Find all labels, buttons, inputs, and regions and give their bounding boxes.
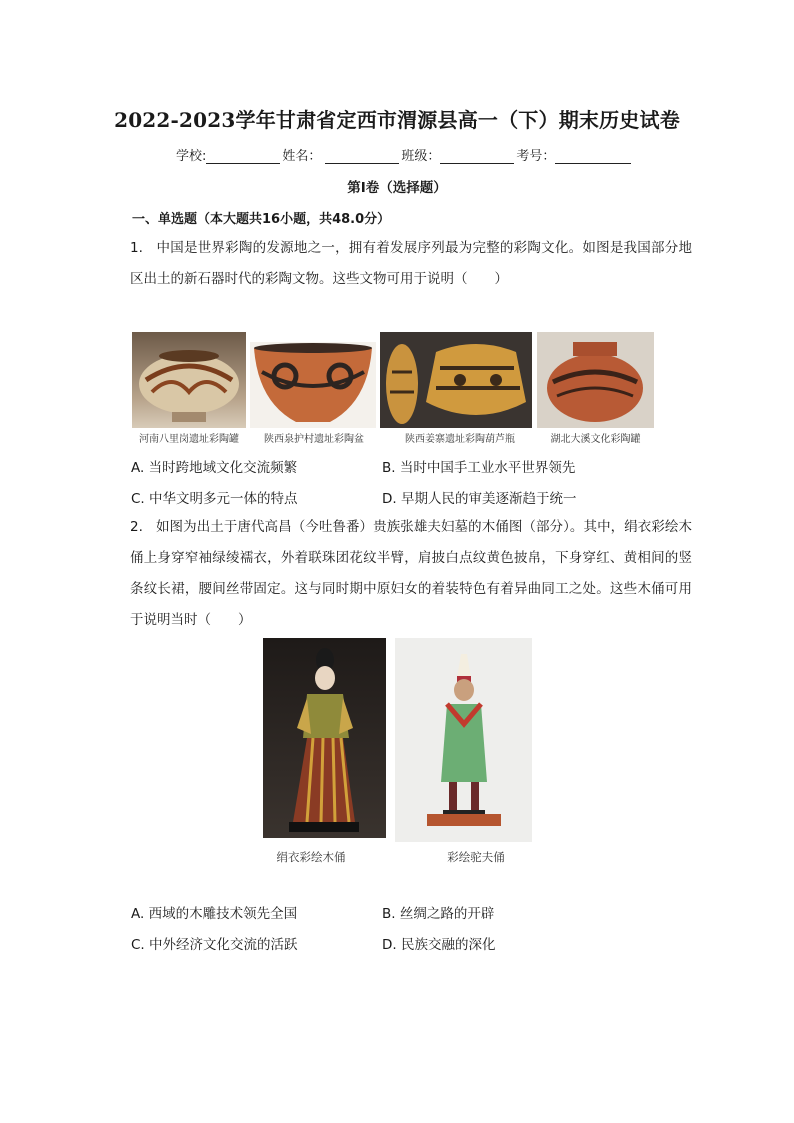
- question-2: [130, 512, 692, 636]
- name-label: 姓名：: [282, 149, 322, 164]
- question-2-option-d[interactable]: D. 民族交融的深化: [382, 937, 496, 953]
- caption-pottery-2: 陕西泉护村遗址彩陶盆: [264, 434, 364, 445]
- caption-pottery-3: 陕西姜寨遗址彩陶葫芦瓶: [405, 434, 515, 445]
- caption-figurine-2: 彩绘驼夫俑: [447, 850, 505, 864]
- question-1-option-b[interactable]: B. 当时中国手工业水平世界领先: [382, 460, 576, 476]
- name-blank[interactable]: [325, 149, 399, 164]
- class-blank[interactable]: [440, 149, 514, 164]
- section-title: 一、单选题（本大题共16小题，共48.0分）: [132, 212, 391, 227]
- part-title: 第Ⅰ卷（选择题）: [347, 180, 447, 196]
- pottery-jar-image: [132, 332, 246, 428]
- caption-pottery-4: 湖北大溪文化彩陶罐: [550, 434, 641, 445]
- question-2-option-a[interactable]: A. 西域的木雕技术领先全国: [131, 906, 298, 922]
- exam-title: 2022-2023学年甘肃省定西市渭源县高一（下）期末历史试卷: [114, 108, 680, 132]
- question-1-option-c[interactable]: C. 中华文明多元一体的特点: [131, 491, 298, 507]
- school-label: 学校:: [176, 149, 207, 164]
- pottery-basin-image: [250, 342, 376, 428]
- question-1: [130, 233, 692, 295]
- question-1-figure: [132, 332, 654, 446]
- question-1-option-a[interactable]: A. 当时跨地域文化交流频繁: [131, 460, 298, 476]
- question-2-text: 如图为出土于唐代高昌（今吐鲁番）贵族张雄夫妇墓的木俑图（部分）。其中，绢衣彩绘木俑上身穿窄袖绿绫襦衣，外着联珠团花纹半臂，肩披白点纹黄色披帛，下身穿红、黄相间的竖条纹长裙，腰间丝带固定。这与同时期中原妇女的着装特色有着异曲同工之处。这些木俑可用于说明当时（ ）: [130, 519, 693, 628]
- question-2-option-b[interactable]: B. 丝绸之路的开辟: [382, 906, 495, 922]
- question-1-text: 中国是世界彩陶的发源地之一，拥有着发展序列最为完整的彩陶文化。如图是我国部分地区出土的新石器时代的彩陶文物。这些文物可用于说明（ ）: [130, 240, 693, 287]
- question-2-number: 2.: [130, 519, 143, 535]
- class-label: 班级：: [401, 149, 441, 164]
- pottery-jar-daxi-image: [537, 332, 654, 428]
- student-info-line: [176, 145, 633, 164]
- caption-figurine-1: 绢衣彩绘木俑: [276, 850, 346, 864]
- caption-pottery-1: 河南八里岗遗址彩陶罐: [139, 434, 239, 445]
- question-1-option-d[interactable]: D. 早期人民的审美逐渐趋于统一: [382, 491, 577, 507]
- silk-dressed-wooden-figurine-image: [263, 638, 386, 838]
- school-blank[interactable]: [206, 149, 280, 164]
- pottery-gourd-bottle-image: [380, 332, 532, 428]
- question-1-number: 1.: [130, 240, 143, 256]
- exam-no-blank[interactable]: [555, 149, 631, 164]
- question-2-option-c[interactable]: C. 中外经济文化交流的活跃: [131, 937, 298, 953]
- exam-no-label: 考号：: [516, 149, 556, 164]
- painted-camel-driver-figurine-image: [395, 638, 532, 842]
